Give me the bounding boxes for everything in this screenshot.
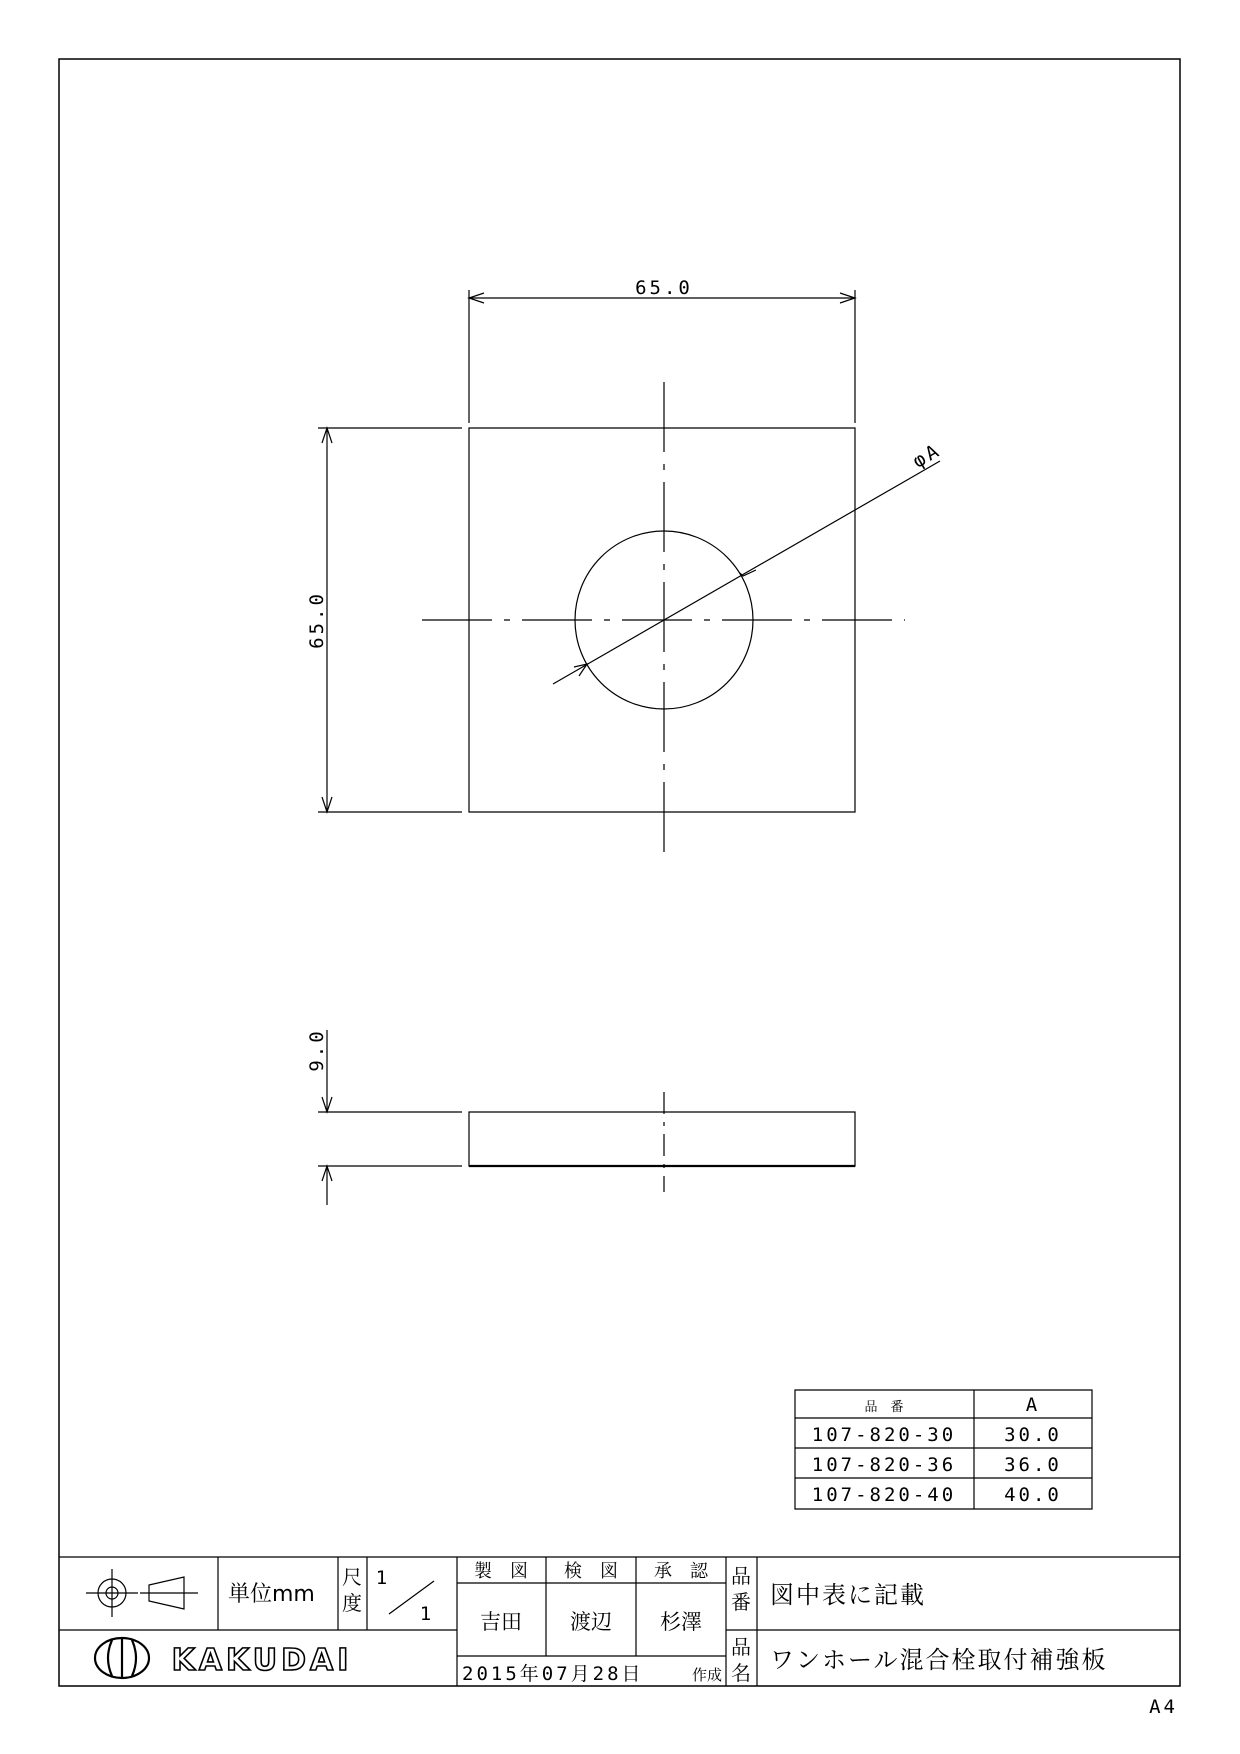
- parts-table-cell-part: 107-820-40: [811, 1484, 957, 1506]
- side-plate-outline: [469, 1112, 855, 1166]
- top-view: [318, 290, 940, 860]
- scale-numerator: 1: [375, 1567, 391, 1589]
- parts-table-header-a: A: [1025, 1394, 1041, 1416]
- title-block: [59, 1557, 1180, 1686]
- parts-table-header-part: 品 番: [864, 1400, 904, 1415]
- diameter-dimension-text: φA: [908, 439, 946, 473]
- side-view: [318, 1030, 855, 1205]
- diameter-arrow-upper: [740, 570, 756, 576]
- drafted-by: 吉田: [480, 1610, 522, 1634]
- diameter-leader-line: [553, 461, 940, 684]
- parts-table-cell-part: 107-820-36: [811, 1454, 957, 1476]
- company-logo-text: KAKUDAI: [171, 1643, 353, 1678]
- parts-table-cell-a: 36.0: [1004, 1454, 1062, 1476]
- parts-table: [795, 1390, 1092, 1509]
- approved-by: 杉澤: [660, 1610, 702, 1634]
- part-number-label-bottom: 番: [731, 1590, 751, 1614]
- approved-header: 承 認: [654, 1561, 708, 1582]
- height-dimension-text: 65.0: [306, 591, 328, 649]
- part-name-label-top: 品: [731, 1635, 751, 1659]
- sheet-size-label: A4: [1149, 1696, 1178, 1718]
- part-number-label-top: 品: [731, 1564, 751, 1588]
- checked-header: 検 図: [564, 1561, 618, 1582]
- unit-label: 単位mm: [228, 1582, 315, 1607]
- creation-date: 2015年07月28日: [462, 1663, 644, 1685]
- projection-symbol-icon: [86, 1569, 198, 1617]
- kakudai-logo-icon: [95, 1638, 149, 1678]
- drafted-header: 製 図: [474, 1561, 528, 1582]
- parts-table-cell-a: 40.0: [1004, 1484, 1062, 1506]
- thickness-dimension-text: 9.0: [306, 1028, 328, 1072]
- scale-label-bottom: 度: [342, 1591, 362, 1615]
- scale-denominator: 1: [419, 1603, 435, 1625]
- width-dimension-text: 65.0: [635, 277, 693, 299]
- part-name-label-bottom: 名: [731, 1661, 751, 1685]
- scale-label-top: 尺: [342, 1565, 362, 1589]
- part-name-value: ワンホール混合栓取付補強板: [770, 1646, 1108, 1674]
- part-number-value: 図中表に記載: [770, 1581, 926, 1609]
- parts-table-cell-part: 107-820-30: [811, 1424, 957, 1446]
- parts-table-cell-a: 30.0: [1004, 1424, 1062, 1446]
- creation-date-suffix: 作成: [691, 1666, 722, 1684]
- checked-by: 渡辺: [570, 1610, 612, 1634]
